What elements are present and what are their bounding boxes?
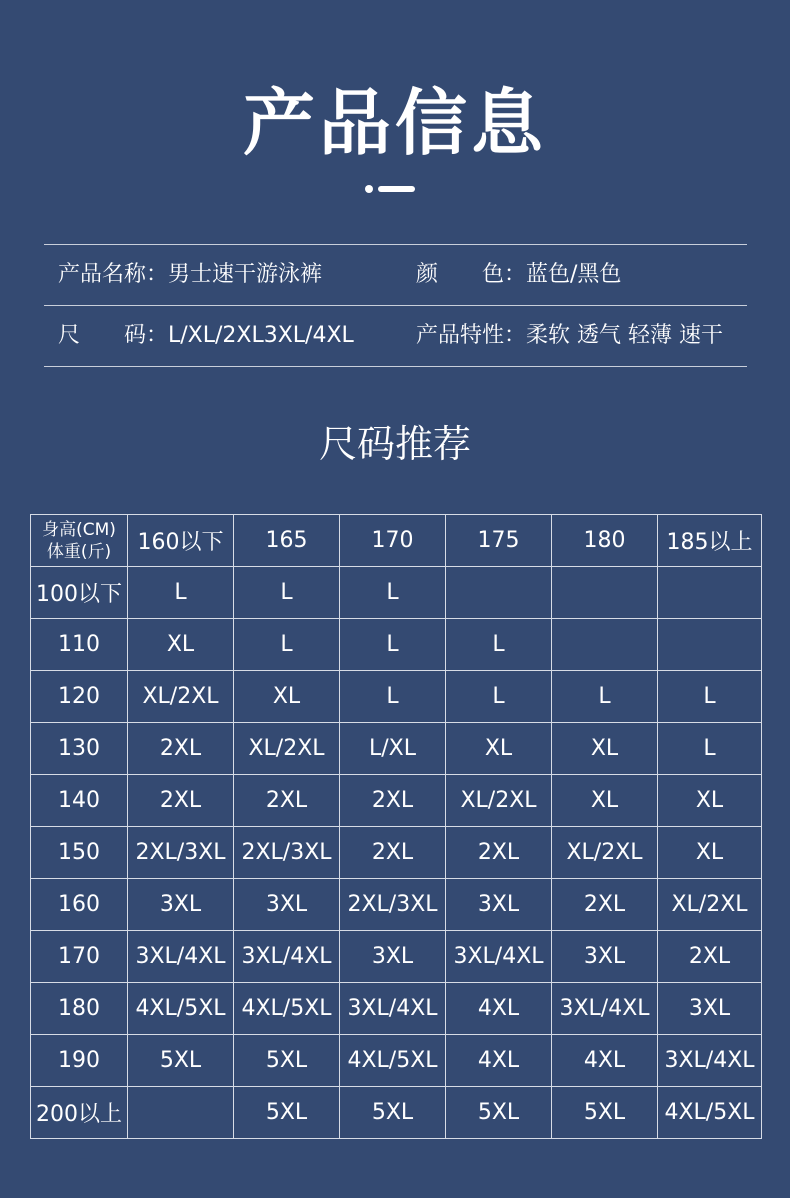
table-row <box>31 1087 762 1139</box>
weight-cell: 200以上 <box>31 1087 128 1139</box>
size-cell: XL/2XL <box>128 671 234 723</box>
weight-cell: 160 <box>31 879 128 931</box>
size-cell: 3XL/4XL <box>552 983 658 1035</box>
size-cell: 2XL <box>446 827 552 879</box>
size-cell: L/XL <box>340 723 446 775</box>
size-cell: 4XL <box>446 983 552 1035</box>
table-row <box>31 567 762 619</box>
divider <box>44 366 747 367</box>
size-cell: XL <box>552 723 658 775</box>
size-cell: XL <box>552 775 658 827</box>
title-decoration <box>365 184 425 194</box>
weight-cell: 130 <box>31 723 128 775</box>
size-cell: 3XL/4XL <box>340 983 446 1035</box>
size-cell: 3XL/4XL <box>234 931 340 983</box>
weight-cell: 180 <box>31 983 128 1035</box>
size-cell: L <box>658 723 762 775</box>
size-cell: 5XL <box>340 1087 446 1139</box>
product-features: 产品特性：柔软 透气 轻薄 速干 <box>416 323 723 348</box>
size-cell: 5XL <box>234 1087 340 1139</box>
size-cell: L <box>234 619 340 671</box>
size-cell: 4XL/5XL <box>234 983 340 1035</box>
size-cell: XL/2XL <box>446 775 552 827</box>
size-cell: 3XL/4XL <box>128 931 234 983</box>
size-cell <box>658 567 762 619</box>
size-cell: L <box>340 567 446 619</box>
size-cell: 3XL <box>128 879 234 931</box>
size-cell <box>552 567 658 619</box>
size-cell <box>658 619 762 671</box>
size-cell: L <box>340 619 446 671</box>
size-cell: XL/2XL <box>552 827 658 879</box>
weight-cell: 100以下 <box>31 567 128 619</box>
corner-cell <box>31 515 128 567</box>
size-cell: L <box>446 671 552 723</box>
height-header: 160以下 <box>128 515 234 567</box>
size-cell: 3XL <box>446 879 552 931</box>
size-cell: L <box>340 671 446 723</box>
size-cell: 2XL/3XL <box>128 827 234 879</box>
size-cell: 4XL <box>552 1035 658 1087</box>
size-cell <box>552 619 658 671</box>
size-cell: 2XL <box>658 931 762 983</box>
product-name: 产品名称：男士速干游泳裤 <box>58 262 323 287</box>
table-row <box>31 1035 762 1087</box>
size-cell: 4XL <box>446 1035 552 1087</box>
size-cell: 5XL <box>128 1035 234 1087</box>
size-cell: L <box>446 619 552 671</box>
table-row <box>31 723 762 775</box>
decoration-dot <box>365 185 373 193</box>
size-table <box>30 514 762 1139</box>
weight-cell: 150 <box>31 827 128 879</box>
weight-cell: 120 <box>31 671 128 723</box>
height-header: 180 <box>552 515 658 567</box>
product-color: 颜 色：蓝色/黑色 <box>416 262 622 287</box>
size-cell: XL <box>658 827 762 879</box>
table-row <box>31 931 762 983</box>
table-row <box>31 671 762 723</box>
size-cell: L <box>234 567 340 619</box>
size-cell: 5XL <box>234 1035 340 1087</box>
size-cell: L <box>552 671 658 723</box>
size-cell: 3XL <box>658 983 762 1035</box>
page-title: 产品信息 <box>242 81 547 165</box>
product-sizes: 尺 码：L/XL/2XL3XL/4XL <box>58 323 354 348</box>
weight-cell: 140 <box>31 775 128 827</box>
size-cell: 3XL <box>340 931 446 983</box>
size-cell: XL/2XL <box>658 879 762 931</box>
size-cell <box>128 1087 234 1139</box>
size-cell: 4XL/5XL <box>128 983 234 1035</box>
decoration-bar <box>378 186 415 192</box>
size-cell: L <box>128 567 234 619</box>
size-cell: XL <box>446 723 552 775</box>
size-cell: 2XL/3XL <box>234 827 340 879</box>
table-row <box>31 827 762 879</box>
size-cell: 3XL <box>234 879 340 931</box>
height-header: 175 <box>446 515 552 567</box>
info-row <box>44 245 747 305</box>
table-row <box>31 775 762 827</box>
size-cell: 3XL <box>552 931 658 983</box>
height-header: 165 <box>234 515 340 567</box>
weight-cell: 170 <box>31 931 128 983</box>
size-cell: 4XL/5XL <box>340 1035 446 1087</box>
height-header: 170 <box>340 515 446 567</box>
info-row <box>44 306 747 366</box>
height-header: 185以上 <box>658 515 762 567</box>
size-cell: XL/2XL <box>234 723 340 775</box>
size-cell: 2XL <box>128 723 234 775</box>
size-cell: 2XL <box>340 775 446 827</box>
table-header-row <box>31 515 762 567</box>
size-cell: 5XL <box>552 1087 658 1139</box>
size-cell: 2XL <box>340 827 446 879</box>
size-cell: 4XL/5XL <box>658 1087 762 1139</box>
weight-axis-label: 体重(斤) <box>46 541 112 562</box>
size-cell: XL <box>234 671 340 723</box>
size-cell: XL <box>128 619 234 671</box>
size-cell <box>446 567 552 619</box>
weight-cell: 110 <box>31 619 128 671</box>
table-row <box>31 619 762 671</box>
size-cell: XL <box>658 775 762 827</box>
size-cell: 3XL/4XL <box>446 931 552 983</box>
weight-cell: 190 <box>31 1035 128 1087</box>
table-row <box>31 983 762 1035</box>
product-info <box>44 244 747 367</box>
size-cell: 2XL <box>552 879 658 931</box>
size-cell: L <box>658 671 762 723</box>
size-cell: 2XL <box>128 775 234 827</box>
size-cell: 2XL/3XL <box>340 879 446 931</box>
size-cell: 2XL <box>234 775 340 827</box>
height-axis-label: 身高(CM) <box>42 519 116 540</box>
size-recommendation-title: 尺码推荐 <box>318 422 471 466</box>
size-cell: 5XL <box>446 1087 552 1139</box>
size-cell: 3XL/4XL <box>658 1035 762 1087</box>
table-row <box>31 879 762 931</box>
